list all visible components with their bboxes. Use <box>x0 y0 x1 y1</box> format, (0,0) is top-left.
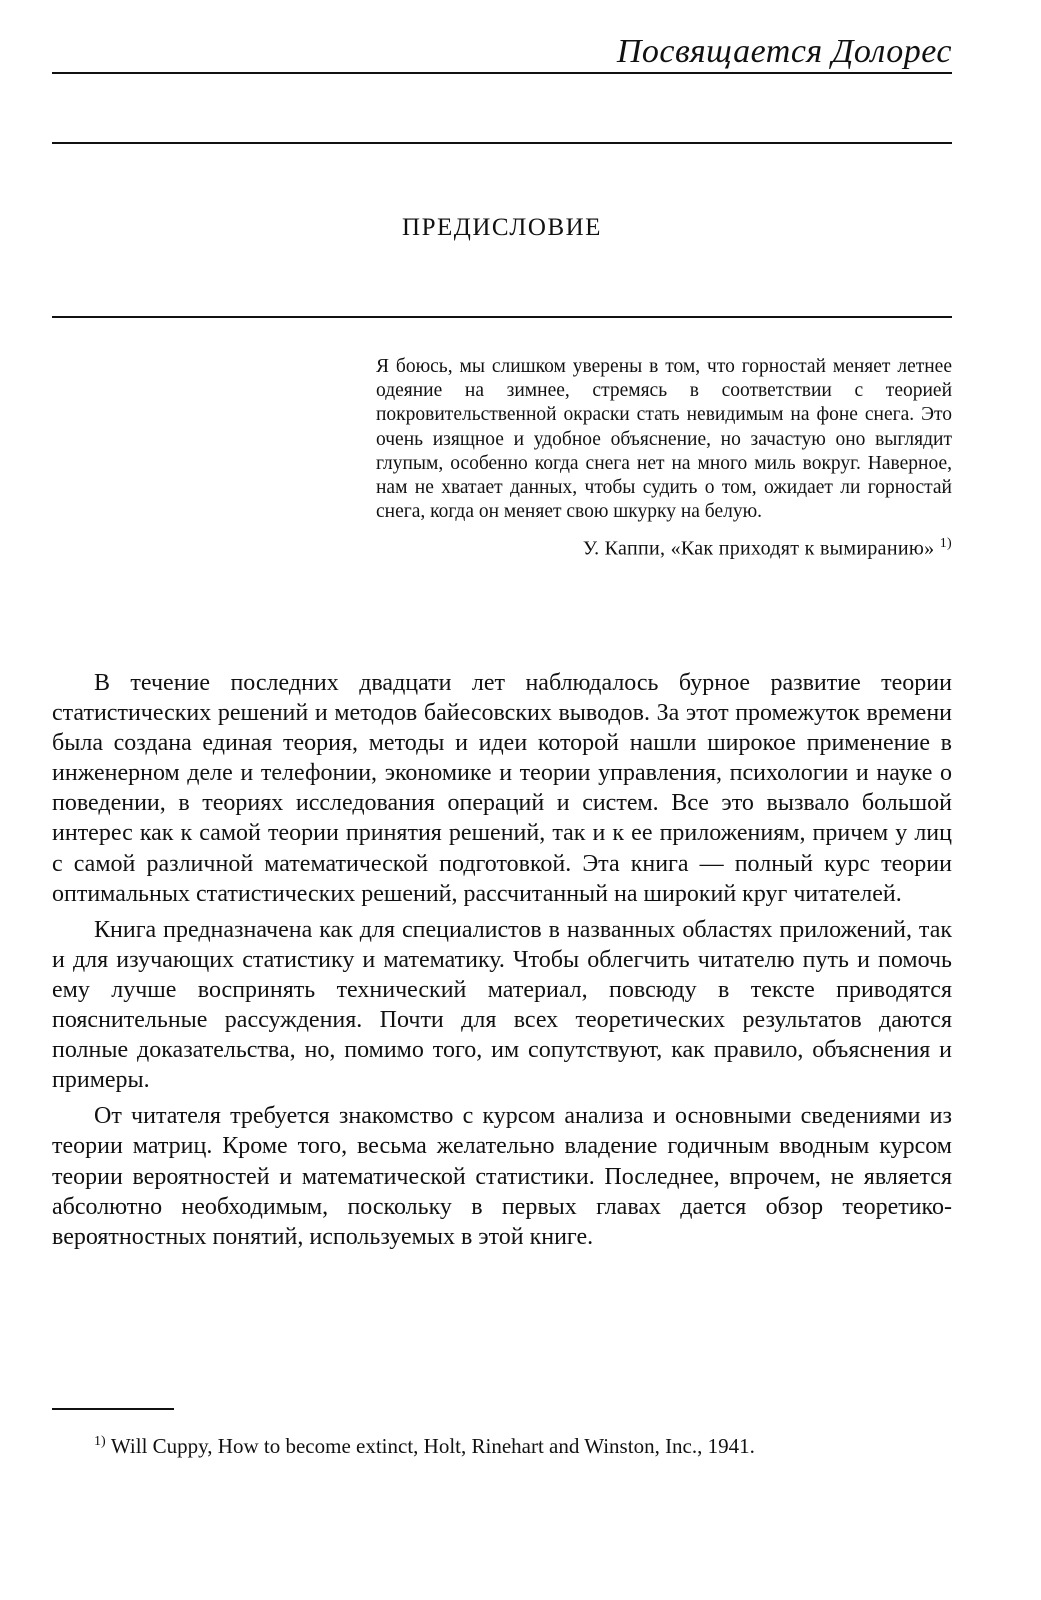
top-rule <box>52 72 952 74</box>
paragraph-1: В течение последних двадцати лет наблюдалось бурное развитие теории статистических решений и методов байесовских выводов. За этот промежуток времени была создана единая теория, методы и идеи которой нашли широкое применение в инженерном деле и телефонии, экономике и теории управления, психологии и науке о поведении, в теориях исследования операций и систем. Все это вызвало большой интерес как к самой теории принятия решений, так и к ее приложениям, причем у лиц с самой различной математической подготовкой. Эта книга — полный курс теории оптимальных статистических решений, рассчитанный на широкий круг читателей. <box>52 670 952 907</box>
footnote <box>52 1428 952 1460</box>
heading-rule-bottom <box>52 316 952 318</box>
epigraph-source <box>376 532 952 561</box>
footnote-mark: 1) <box>94 1434 106 1449</box>
paragraph-2: Книга предназначена как для специалистов в названных областях приложений, так и для изучающих статистику и математику. Чтобы облегчить читателю путь и помочь ему лучше воспринять технический материал, повсюду в тексте приводятся пояснительные рассуждения. Почти для всех теоретических результатов даются полные доказательства, но, помимо того, им сопутствуют, как правило, объяснения и примеры. <box>52 916 952 1094</box>
epigraph-source-text: У. Каппи, «Как приходят к вымиранию» <box>582 538 935 561</box>
epigraph-text: Я боюсь, мы слишком уверены в том, что горностай меняет летнее одеяние на зимнее, стремясь в соответствии с теорией покровительственной окраски стать невидимым на фоне снега. Это очень изящное и удобное объяснение, но зачастую оно выглядит глупым, особенно когда снега нет на много миль вокруг. Наверное, нам не хватает данных, чтобы судить о том, ожидает ли горностай снега, когда он меняет свою шкурку на белую. <box>376 356 952 523</box>
footnote-reference: 1) <box>939 536 952 552</box>
footnote-text: Will Cuppy, How to become extinct, Holt, Rinehart and Winston, Inc., 1941. <box>110 1434 755 1458</box>
dedication: Посвящается Долорес <box>616 33 952 70</box>
footnote-line <box>52 1428 952 1460</box>
paragraph-3: От читателя требуется знакомство с курсом анализа и основными сведениями из теории матриц. Кроме того, весьма желательно владение годичным вводным курсом теории вероятностей и математической статистики. Последнее, впрочем, не является абсолютно необходимым, поскольку в первых главах дается обзор теоретико-вероятностных понятий, используемых в этой книге. <box>52 1103 952 1250</box>
page-title: ПРЕДИСЛОВИЕ <box>402 214 602 241</box>
footnote-rule <box>52 1408 174 1410</box>
body-text <box>52 668 952 1258</box>
book-page <box>52 0 952 1600</box>
epigraph <box>376 355 952 561</box>
heading-rule-top <box>52 142 952 144</box>
